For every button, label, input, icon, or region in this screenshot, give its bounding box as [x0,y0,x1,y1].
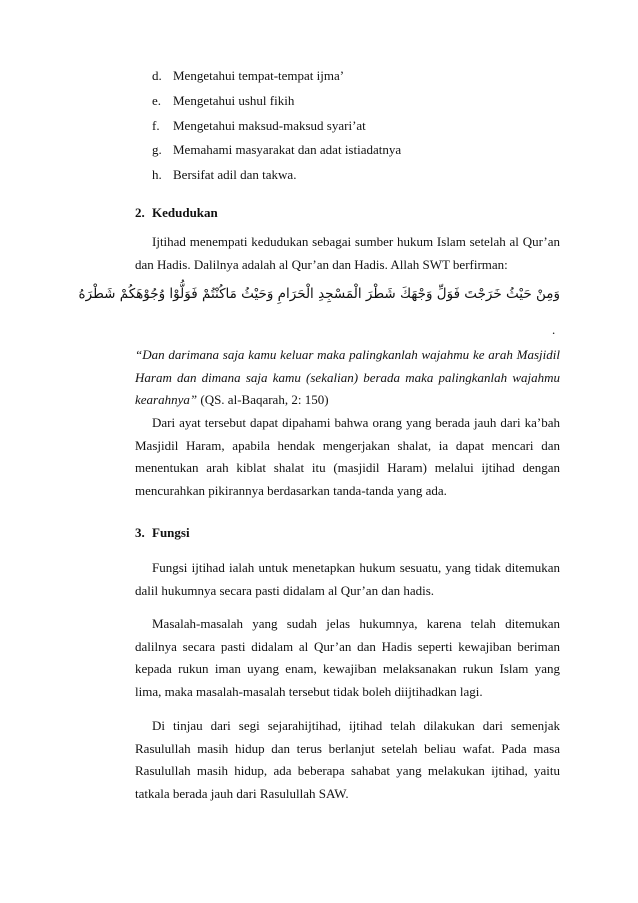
requirements-list [152,64,401,188]
explanation-paragraph: Dari ayat tersebut dapat dipahami bahwa orang yang berada jauh dari ka’bah Masjidil Haram, apabila hendak mengerjakan shalat, ia dapat mencari dan menentukan arah kiblat shalat itu (masjidil Haram) melalui ijtihad dengan mencurahkan pikirannya berdasarkan tanda-tanda yang ada. [135,415,560,498]
list-letter: d. [152,68,162,83]
verse-citation: (QS. al-Baqarah, 2: 150) [197,392,329,407]
section-title: Kedudukan [152,205,218,220]
list-text: Mengetahui tempat-tempat ijma’ [173,68,345,83]
list-item [152,163,401,188]
verse-end-mark: . [552,322,556,337]
list-text: Bersifat adil dan takwa. [173,167,297,183]
intro-paragraph: Ijtihad menempati kedudukan sebagai sumber hukum Islam setelah al Qur’an dan Hadis. Dalilnya adalah al Qur’an dan Hadis. Allah SWT berfirman: [135,234,560,272]
list-item [152,138,401,163]
section-heading-kedudukan [135,205,218,221]
verse-translation [135,344,560,412]
translation-text: “Dan darimana saja kamu keluar maka palingkanlah wajahmu ke arah Masjidil Haram dan dimana saja kamu (sekalian) berada maka palingkanlah wajahmu kearahnya” [135,347,560,407]
list-item [152,89,401,114]
fungsi-paragraph-3 [135,715,560,805]
section-heading-fungsi [135,525,190,541]
list-letter: f. [152,117,160,133]
list-text: Mengetahui ushul fikih [173,92,295,108]
list-letter: h. [152,167,162,183]
fungsi-paragraph-1 [135,557,560,602]
body-paragraph: Fungsi ijtihad ialah untuk menetapkan hukum sesuatu, yang tidak ditemukan dalil hukumnya secara pasti didalam al Qur’an dan hadis. [135,560,560,598]
list-letter: g. [152,142,162,158]
fungsi-paragraph-2 [135,613,560,703]
section-title: Fungsi [152,525,190,540]
section-number: 2. [135,205,145,220]
kedudukan-intro [135,231,560,276]
quran-verse-arabic: وَمِنْ حَيْثُ خَرَجْتَ فَوَلِّ وَجْهَكَ شَطْرَ الْمَسْجِدِ الْحَرَامِ وَحَيْثُ مَاكُنْتُمْ فَوَلُّوْا وُجُوْهَكُمْ شَطْرَهُ [78,286,560,302]
list-letter: e. [152,92,162,108]
section-number: 3. [135,525,145,540]
body-paragraph: Masalah-masalah yang sudah jelas hukumnya, karena telah ditemukan dalilnya secara pasti didalam al Qur’an dan Hadis seperti kewajiban beriman kepada rukun iman uyang enam, kewajiban melaksanakan rukun Islam yang lima, maka masalah-masalah tersebut tidak boleh diijtihadkan lagi. [135,616,560,699]
list-item [152,64,401,89]
kedudukan-explanation [135,412,560,502]
list-text: Memahami masyarakat dan adat istiadatnya [173,142,402,158]
list-item [152,114,401,139]
list-text: Mengetahui maksud-maksud syari’at [173,117,366,133]
body-paragraph: Di tinjau dari segi sejarahijtihad, ijtihad telah dilakukan dari semenjak Rasulullah masih hidup dan terus berlanjut setelah beliau wafat. Pada masa Rasulullah masih hidup, ada beberapa sahabat yang melakukan ijtihad, yaitu tatkala berada jauh dari Rasulullah SAW. [135,718,560,801]
